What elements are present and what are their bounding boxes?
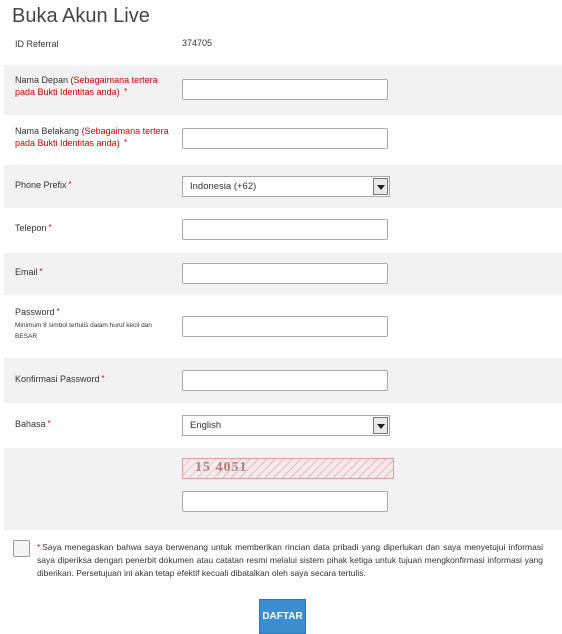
- referral-row: [4, 30, 562, 58]
- email-label: Email *: [15, 267, 43, 277]
- chevron-down-icon[interactable]: [373, 178, 388, 195]
- first-name-label: Nama Depan (Sebagaimana tertera pada Bukti Identitas anda) *: [15, 75, 158, 97]
- required-marker: *: [47, 419, 51, 428]
- consent-text: * Saya menegaskan bahwa saya berwenang untuk memberikan rincian data pribadi yang diperlukan dan saya menyetujui informasi saya diperiksa dengan penerbit dokumen atau catatan resmi melalui sistem pihak ketiga untuk tujuan mengkonfirmasi informasi yang diberikan. Persetujuan ini akan tetap efektif kecuali dibatalkan oleh saya secara tertulis.: [37, 542, 543, 578]
- page-title: Buka Akun Live: [12, 5, 150, 27]
- password-label: Password * Minimum 8 simbol tertulis dalam huruf kecil dan BESAR: [15, 306, 165, 342]
- telephone-input[interactable]: [182, 219, 388, 240]
- consent-checkbox[interactable]: [13, 540, 30, 557]
- telephone-row: [4, 208, 562, 253]
- submit-button[interactable]: DAFTAR: [259, 599, 306, 634]
- language-select[interactable]: [182, 415, 390, 436]
- chevron-down-icon[interactable]: [373, 417, 388, 434]
- email-row: [4, 253, 562, 295]
- phone-prefix-value: Indonesia (+62): [190, 181, 257, 192]
- first-name-row: [4, 65, 562, 115]
- phone-prefix-label: Phone Prefix *: [15, 180, 72, 190]
- phone-prefix-row: [4, 165, 562, 208]
- required-marker: *: [68, 180, 72, 189]
- required-marker: *: [37, 543, 41, 552]
- phone-prefix-select[interactable]: [182, 176, 390, 197]
- referral-value: 374705: [182, 38, 213, 48]
- first-name-input[interactable]: [182, 79, 388, 100]
- referral-label: ID Referral: [15, 39, 59, 49]
- confirm-password-label: Konfirmasi Password *: [15, 374, 105, 384]
- required-marker: *: [56, 307, 60, 316]
- confirm-password-row: [4, 358, 562, 403]
- password-hint: Minimum 8 simbol tertulis dalam huruf kecil dan BESAR: [15, 322, 152, 340]
- confirm-password-input[interactable]: [182, 370, 388, 391]
- captcha-image: [182, 458, 394, 479]
- last-name-input[interactable]: [182, 128, 388, 149]
- required-marker: *: [39, 267, 43, 276]
- language-label: Bahasa *: [15, 419, 51, 429]
- captcha-input[interactable]: [182, 491, 388, 512]
- telephone-label: Telepon *: [15, 223, 52, 233]
- language-value: English: [190, 420, 222, 431]
- required-marker: *: [124, 138, 128, 147]
- password-input[interactable]: [182, 316, 388, 337]
- email-input[interactable]: [182, 263, 388, 284]
- captcha-row: [4, 448, 562, 530]
- password-row: [4, 295, 562, 358]
- last-name-note: (Sebagaimana tertera pada Bukti Identitas anda): [15, 126, 169, 148]
- required-marker: *: [48, 223, 52, 232]
- required-marker: *: [124, 87, 128, 96]
- language-row: [4, 403, 562, 448]
- last-name-label: Nama Belakang (Sebagaimana tertera pada Bukti Identitas anda) *: [15, 126, 169, 148]
- first-name-note: (Sebagaimana tertera pada Bukti Identitas anda): [15, 75, 158, 97]
- captcha-text: 15 4051: [195, 460, 248, 475]
- required-marker: *: [101, 374, 105, 383]
- last-name-row: [4, 115, 562, 165]
